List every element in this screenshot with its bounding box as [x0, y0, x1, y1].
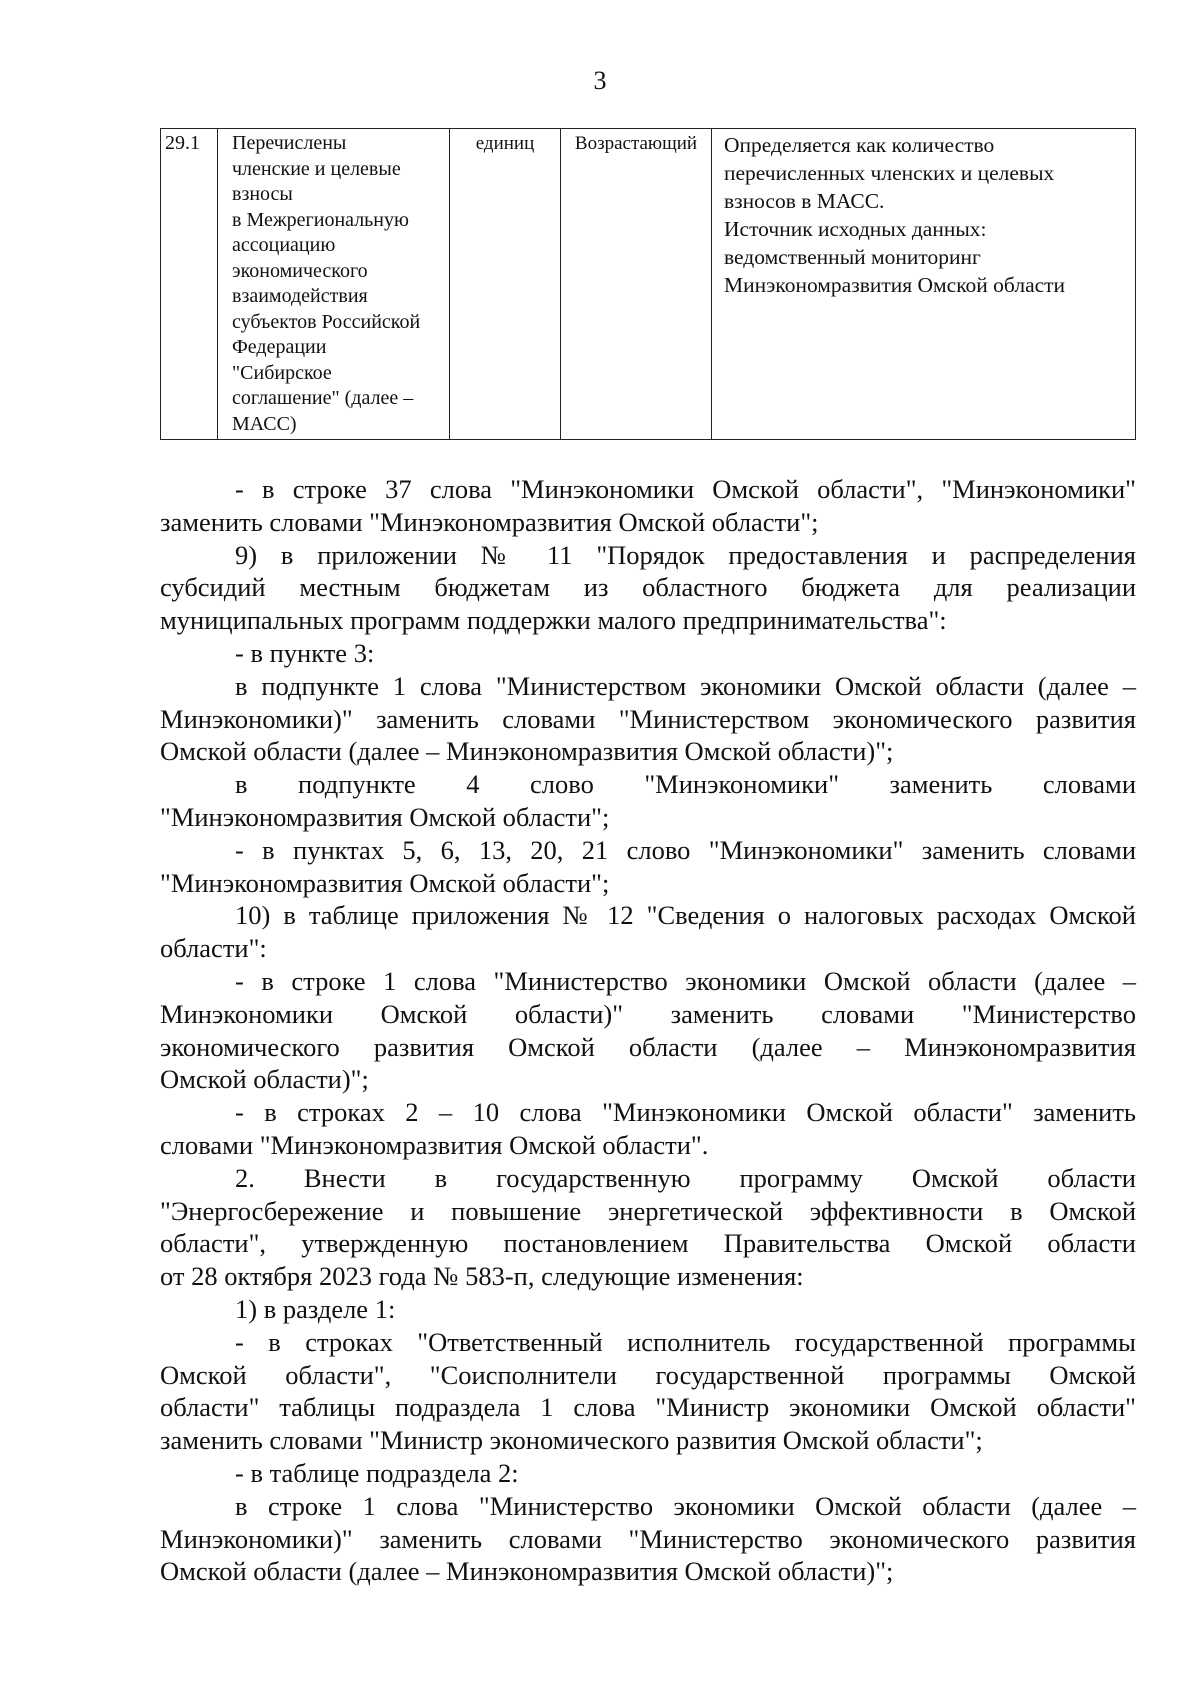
text-line: муниципальных программ поддержки малого предпринимательства":: [160, 605, 947, 636]
indicator-name-cell: [218, 129, 450, 440]
text-line: Омской области (далее – Минэкономразвития Омской области)";: [160, 1556, 894, 1587]
cell-line: Источник исходных данных:: [724, 217, 987, 241]
cell-line: Перечислены: [232, 132, 347, 154]
text-line: - в пункте 3:: [235, 637, 375, 668]
cell-line: взносов в МАСС.: [724, 189, 885, 213]
text-line: субсидий местным бюджетам из областного бюджета для реализации: [160, 572, 1136, 603]
cell-line: МАСС): [232, 412, 297, 435]
text-line: 9) в приложении № 11 "Порядок предоставления и распределения: [235, 539, 1136, 570]
text-line: - в строке 37 слова "Минэкономики Омской области", "Минэкономики": [235, 474, 1136, 504]
text-line: области" таблицы подраздела 1 слова "Министр экономики Омской области": [160, 1392, 1136, 1423]
text-line: - в таблице подраздела 2:: [235, 1457, 519, 1488]
cell-line: Минэкономразвития Омской области: [724, 273, 1066, 297]
cell-line: субъектов Российской: [232, 310, 421, 333]
text-line: - в строке 1 слова "Министерство экономики Омской области (далее –: [235, 965, 1136, 996]
row-number-cell: 29.1: [161, 129, 218, 440]
text-line: Омской области", "Соисполнители государственной программы Омской: [160, 1359, 1136, 1390]
document-body: [160, 473, 1136, 1588]
table-row: [161, 129, 1136, 440]
text-line: Омской области)";: [160, 1064, 369, 1095]
text-line: Минэкономики)" заменить словами "Министерством экономического развития: [160, 703, 1136, 734]
text-line: заменить словами "Минэкономразвития Омской области";: [160, 506, 819, 537]
unit-cell: единиц: [450, 129, 561, 440]
text-line: в подпункте 4 слово "Минэкономики" заменить словами: [235, 769, 1136, 800]
text-line: 10) в таблице приложения № 12 "Сведения о налоговых расходах Омской: [235, 900, 1136, 931]
text-line: словами "Минэкономразвития Омской области".: [160, 1129, 709, 1160]
cell-line: Федерации: [232, 336, 327, 358]
cell-line: членские и целевые: [232, 157, 401, 180]
text-line: в строке 1 слова "Министерство экономики Омской области (далее –: [235, 1490, 1136, 1521]
cell-line: экономического: [232, 259, 368, 282]
text-line: - в строках 2 – 10 слова "Минэкономики Омской области" заменить: [235, 1097, 1136, 1128]
text-line: в подпункте 1 слова "Министерством экономики Омской области (далее –: [235, 670, 1136, 701]
page-number: 3: [593, 66, 607, 95]
cell-line: ведомственный мониторинг: [724, 245, 981, 269]
text-line: заменить словами "Министр экономического развития Омской области";: [160, 1425, 983, 1456]
cell-line: перечисленных членских и целевых: [724, 161, 1055, 185]
description-cell: [712, 129, 1136, 440]
text-line: 1) в разделе 1:: [235, 1293, 396, 1324]
text-line: области":: [160, 933, 267, 964]
cell-line: взносы: [232, 183, 293, 205]
cell-line: соглашение" (далее –: [232, 387, 414, 409]
indicator-table: [160, 128, 1136, 440]
text-line: 2. Внести в государственную программу Омской области: [235, 1162, 1136, 1193]
cell-line: ассоциацию: [232, 234, 336, 256]
text-line: "Минэкономразвития Омской области";: [160, 801, 610, 832]
text-line: Минэкономики Омской области)" заменить словами "Министерство: [160, 998, 1136, 1029]
text-line: области", утвержденную постановлением Правительства Омской области: [160, 1228, 1136, 1259]
text-line: Омской области (далее – Минэкономразвития Омской области)";: [160, 736, 894, 767]
text-line: "Энергосбережение и повышение энергетической эффективности в Омской: [160, 1195, 1136, 1226]
text-line: Минэкономики)" заменить словами "Министерство экономического развития: [160, 1523, 1136, 1554]
text-line: - в пунктах 5, 6, 13, 20, 21 слово "Минэкономики" заменить словами: [235, 834, 1136, 865]
cell-line: в Межрегиональную: [232, 208, 409, 231]
text-line: экономического развития Омской области (далее – Минэкономразвития: [160, 1031, 1136, 1062]
text-line: - в строках "Ответственный исполнитель государственной программы: [235, 1326, 1136, 1357]
cell-line: "Сибирское: [232, 361, 332, 384]
text-line: "Минэкономразвития Омской области";: [160, 867, 610, 898]
cell-line: Определяется как количество: [724, 133, 995, 157]
cell-line: взаимодействия: [232, 285, 368, 307]
text-line: от 28 октября 2023 года № 583-п, следующие изменения:: [160, 1261, 804, 1292]
direction-cell: Возрастающий: [561, 129, 712, 440]
